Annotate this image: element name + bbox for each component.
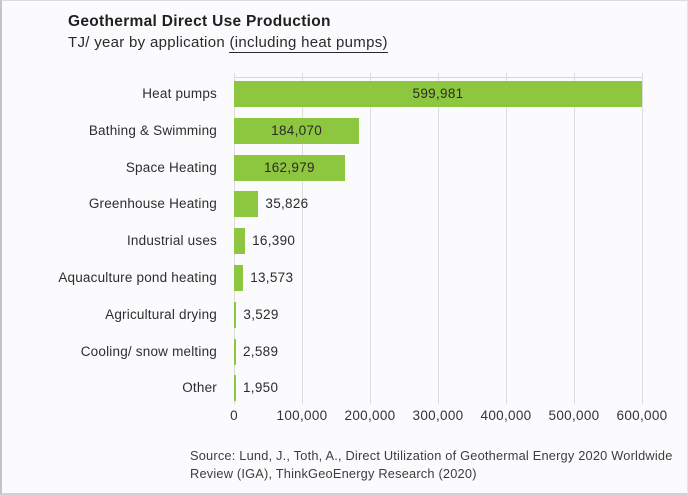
value-label: 13,573 — [250, 270, 294, 285]
x-axis-tick-label: 200,000 — [344, 408, 396, 423]
x-gridline — [506, 73, 507, 404]
x-axis-tick-label: 300,000 — [412, 408, 464, 423]
chart-subtitle — [68, 34, 388, 51]
value-label: 184,070 — [271, 122, 323, 138]
category-label: Other — [182, 380, 217, 396]
value-label: 1,950 — [243, 380, 279, 396]
x-gridline — [438, 73, 439, 404]
x-gridline — [370, 73, 371, 404]
bar — [234, 228, 245, 254]
source-line-2: Review (IGA), ThinkGeoEnergy Research (2020) — [190, 465, 477, 481]
category-label: Agricultural drying — [105, 306, 217, 322]
category-label: Bathing & Swimming — [88, 122, 217, 138]
value-label: 162,979 — [263, 159, 315, 175]
x-axis-tick-label: 400,000 — [480, 408, 532, 423]
value-label: 2,589 — [243, 343, 279, 359]
x-axis-tick-label: 500,000 — [548, 408, 600, 423]
x-axis-tick-label: 0 — [230, 408, 238, 423]
value-label: 16,390 — [252, 233, 296, 249]
source-note — [190, 447, 680, 482]
bar — [234, 265, 243, 291]
value-label: 3,529 — [243, 306, 279, 322]
bar — [234, 191, 258, 217]
chart-title: Geothermal Direct Use Production — [68, 13, 331, 30]
bar — [234, 339, 236, 365]
value-label: 35,826 — [265, 196, 309, 212]
source-line-1: Source: Lund, J., Toth, A., Direct Utilization of Geothermal Energy 2020 Worldwide — [190, 448, 673, 463]
category-label: Cooling/ snow melting — [80, 343, 217, 359]
x-gridline — [574, 73, 575, 404]
category-label: Industrial uses — [126, 233, 217, 249]
x-axis-tick-label: 100,000 — [276, 408, 328, 423]
x-axis-tick-label: 600,000 — [616, 408, 668, 423]
subtitle-prefix: TJ/ year by application — [68, 34, 230, 51]
category-label: Heat pumps — [142, 86, 217, 101]
bar — [234, 302, 236, 328]
value-label: 599,981 — [412, 86, 464, 101]
category-label: Space Heating — [125, 159, 217, 175]
bar — [234, 375, 236, 401]
x-gridline — [642, 73, 643, 404]
category-label: Aquaculture pond heating — [58, 270, 217, 285]
subtitle-underlined-phrase: (including heat pumps) — [229, 34, 388, 51]
category-label: Greenhouse Heating — [88, 196, 217, 212]
